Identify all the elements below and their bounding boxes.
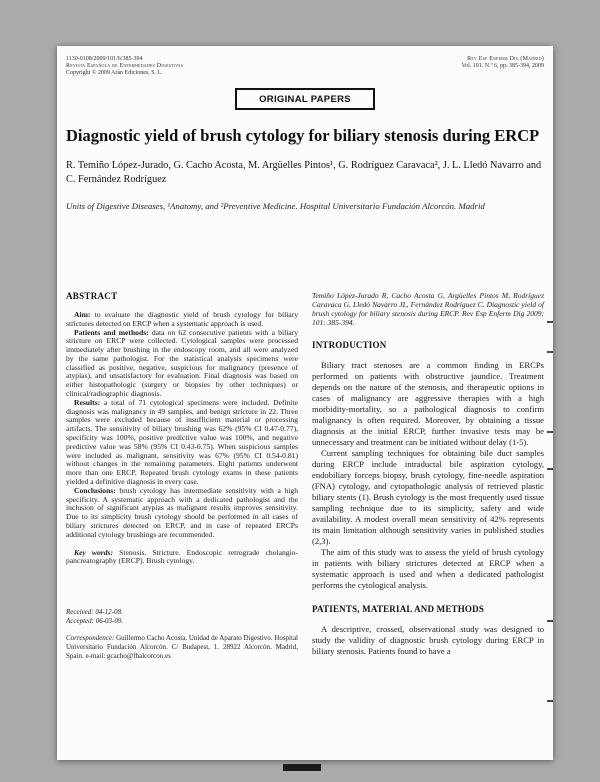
masthead-right <box>462 56 544 78</box>
paragraph-lead: Results: <box>74 397 101 407</box>
scan-edge-mark <box>547 351 553 353</box>
accepted-date: Accepted: 06-03-09. <box>66 616 124 625</box>
introduction-paragraph: The aim of this study was to assess the yield of brush cytology in patients with biliary strictures detected at ERCP when a systematic approach is used and when a dedicated pathologist performs the cytological analysis. <box>312 547 544 591</box>
section-badge: ORIGINAL PAPERS <box>235 88 375 110</box>
author-list: R. Temiño López-Jurado, G. Cacho Acosta, M. Argüelles Pintos¹, G. Rodríguez Caravaca², J. L. Lledó Navarro and C. Fernández Rodríguez <box>66 160 542 185</box>
scan-edge-mark <box>547 468 553 470</box>
journal-masthead <box>66 56 544 78</box>
correspondence-note <box>66 634 298 660</box>
scan-artifact-bar <box>283 764 321 771</box>
keywords-paragraph <box>66 549 298 567</box>
article-page <box>57 46 553 760</box>
methods-paragraph: A descriptive, crossed, observational study was designed to study the validity of diagnostic brush cytology during ERCP in biliary stenosis. Patients found to have a <box>312 624 544 657</box>
body-column <box>312 292 544 657</box>
citation-reference: Temiño López-Jurado R, Cacho Acosta G, Argüelles Pintos M, Rodríguez Caravaca G, Lledó Navarro JL, Fernández Rodríguez C. Diagnostic yield of brush cytology for biliary stenosis during ERCP. Rev Esp Enferm Dig 2009; 101: 385-394. <box>312 291 544 327</box>
abstract-methods-paragraph <box>66 329 298 399</box>
methods-heading: PATIENTS, MATERIAL AND METHODS <box>312 604 485 615</box>
article-title: Diagnostic yield of brush cytology for biliary stenosis during ERCP <box>66 125 540 145</box>
paragraph-lead: Aim: <box>74 309 91 319</box>
abstract-aim-paragraph <box>66 311 298 329</box>
abstract-heading: ABSTRACT <box>66 291 118 302</box>
abstract-results-paragraph <box>66 399 298 487</box>
keywords-lead: Key words: <box>74 547 114 557</box>
received-date: Received: 04-12-08. <box>66 608 123 617</box>
two-column-body <box>66 292 544 660</box>
copyright-line: Copyright © 2009 Arán Ediciones, S. L. <box>66 70 163 77</box>
scan-edge-mark <box>547 620 553 622</box>
paragraph-text: data on 62 consecutive patients with a biliary stricture on ERCP were collected. Cytological samples were processed immediately after brushing in the endoscopy room, and all were analyzed by the same pathologist. For the statistical analysis specimens were classified as positive, negative, suspicious for malignancy (presence of atypias), and unsatisfactory for evaluation. Final diagnosis was based on either histopathologic (surgery or biopsies by other techniques) or clinical/radiographic diagnosis. <box>66 327 298 399</box>
abstract-conclusions-paragraph <box>66 487 298 540</box>
paragraph-text: to evaluate the diagnostic yield of brush cytology for biliary strictures detected on ERCP when a systematic approach is used. <box>66 309 298 328</box>
correspondence-lead: Correspondence: <box>66 634 115 643</box>
volume-issue-line: Vol. 101. N.º 6, pp. 385-394, 2009 <box>461 63 544 70</box>
paragraph-lead: Conclusions: <box>74 485 116 495</box>
correspondence-text: Guillermo Cacho Acosta. Unidad de Aparato Digestivo. Hospital Universitario Fundación Alcorcón. C/ Budapest, 1. 28922 Alcorcón. Madrid, Spain. e-mail: gcacho@fhalcorcon.es <box>66 634 298 660</box>
scan-edge-mark <box>547 700 553 702</box>
introduction-heading: INTRODUCTION <box>312 340 387 351</box>
scan-edge-mark <box>547 431 553 433</box>
introduction-paragraph: Current sampling techniques for obtaining bile duct samples during ERCP include intraductal bile aspiration cytology, endobiliary forceps biopsy, brush cytology, fine-needle aspiration (FNA) cytology, and cytopathologic analysis of retrieved plastic biliary stents (1). Brush cytology is the most frequently used tissue sampling technique due to its simplicity, safety and wide availability. A modest overall mean sensitivity of 42% represents its main limitation although sensitivity varies in published studies (2,3). <box>312 448 544 547</box>
paragraph-text: a total of 71 cytological specimens were included. Definite diagnosis was malignancy in 49 samples, and benign stricture in 22. Three samples were excluded because of insufficient material or processing artifacts. The sensitivity of biliary brushing was 62% (95% CI 0.47-0.77), specificity was 100%, positive predictive value was 100%, and negative predictive value was 58% (95% CI 0.43-0.75). When suspicious samples were included as malignant, sensitivity was 67% (95% CI 0.54-0.81) without changes in the remaining parameters. Eight patients underwent more than one ERCP. Repeated brush cytology exams in these patients yielded a definitive diagnosis in every case. <box>66 397 298 487</box>
journal-name: Revista Española de Enfermedades Digestivas <box>66 63 184 70</box>
journal-abbrev: Rev Esp Enferm Dig (Madrid) <box>467 56 544 62</box>
article-footnotes <box>66 608 298 660</box>
section-badge-row <box>66 88 544 110</box>
affiliation-line: Units of Digestive Diseases, ¹Anatomy, and ²Preventive Medicine. Hospital Universitario Fundación Alcorcón. Madrid <box>66 201 485 212</box>
paragraph-text: brush cytology has intermediate sensitivity with a high specificity. A systematic approach with a dedicated pathologist and the inclusion of significant atypias as malignant results improves sensitivity. Due to its simplicity brush cytology should be performed in all cases of biliary strictures detected on ERCP, and in case of repeated ERCPs additional cytology brushings are recommended. <box>66 485 298 539</box>
paragraph-lead: Patients and methods: <box>74 327 149 337</box>
keywords-text: Stenosis. Stricture. Endoscopic retrograde cholangio-pancreatography (ERCP). Brush cytology. <box>66 547 298 566</box>
abstract-column <box>66 292 298 660</box>
issn-line: 1130-0108/2009/101/6/385-394 <box>66 56 143 62</box>
scan-edge-mark <box>547 321 553 323</box>
masthead-left <box>66 56 183 78</box>
introduction-paragraph: Biliary tract stenoses are a common finding in ERCPs performed on patients with obstructive jaundice. Treatment depends on the nature of the stenosis, and therapeutic options in cases of malignancy are aggressive therapies with a high morbidity-mortality, so a pathological diagnosis to confirm malignancy is often required. Moreover, by obtaining a tissue diagnosis at the initial ERCP, further invasive tests may be unnecessary and treatment can be initiated without delay (1-5). <box>312 360 544 448</box>
